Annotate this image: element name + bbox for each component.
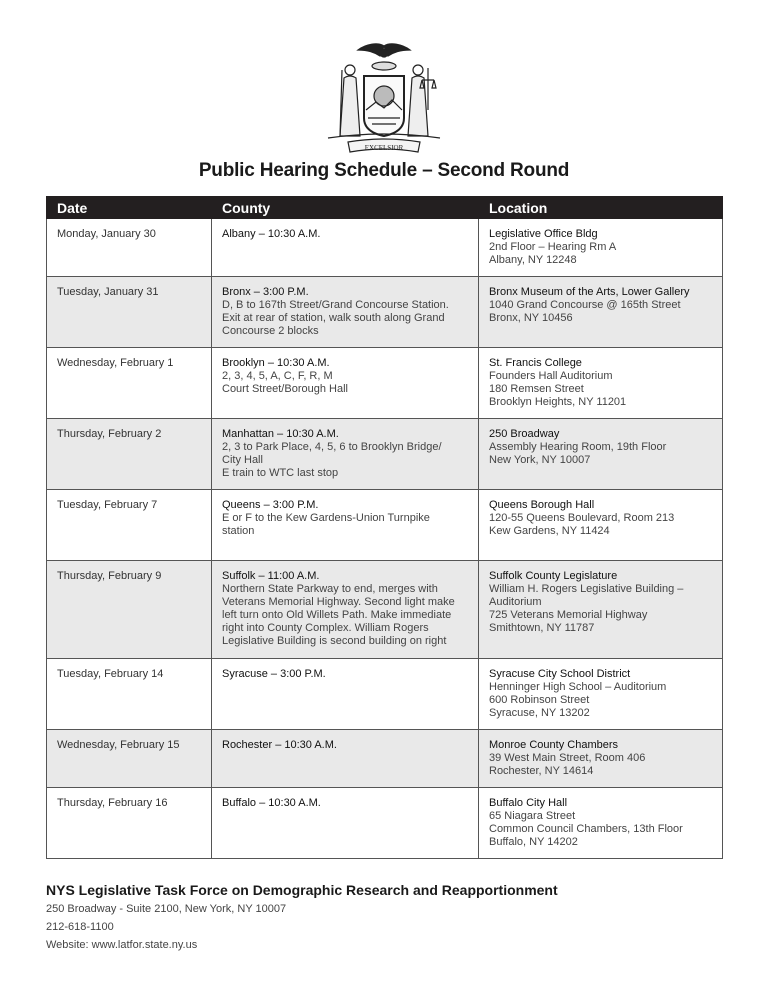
directions-line: Northern State Parkway to end, merges with <box>222 583 438 595</box>
directions-line: Concourse 2 blocks <box>222 325 319 337</box>
address-line: Founders Hall Auditorium <box>489 370 613 382</box>
directions-line: City Hall <box>222 454 263 466</box>
county-cell <box>212 419 479 490</box>
directions-line: Court Street/Borough Hall <box>222 383 348 395</box>
date-cell: Thursday, February 2 <box>47 419 212 490</box>
directions-line: Veterans Memorial Highway. Second light make <box>222 596 455 608</box>
table-row <box>47 348 723 419</box>
county-cell <box>212 561 479 659</box>
address-line: Bronx, NY 10456 <box>489 312 573 324</box>
location-name: Bronx Museum of the Arts, Lower Gallery <box>489 286 690 298</box>
county-time: Queens – 3:00 P.M. <box>222 499 319 511</box>
table-row <box>47 219 723 277</box>
county-cell <box>212 730 479 788</box>
table-row <box>47 561 723 659</box>
county-cell <box>212 277 479 348</box>
county-time: Buffalo – 10:30 A.M. <box>222 797 321 809</box>
address-line: 65 Niagara Street <box>489 810 576 822</box>
address-line: Henninger High School – Auditorium <box>489 681 667 693</box>
address-line: Buffalo, NY 14202 <box>489 836 578 848</box>
location-cell <box>479 788 723 859</box>
directions-line: Exit at rear of station, walk south along Grand <box>222 312 445 324</box>
table-row <box>47 277 723 348</box>
location-name: Monroe County Chambers <box>489 739 619 751</box>
date-cell: Tuesday, January 31 <box>47 277 212 348</box>
address-line: Smithtown, NY 11787 <box>489 622 595 634</box>
address-line: Assembly Hearing Room, 19th Floor <box>489 441 667 453</box>
date-cell: Tuesday, February 14 <box>47 659 212 730</box>
county-time: Brooklyn – 10:30 A.M. <box>222 357 330 369</box>
address-line: Common Council Chambers, 13th Floor <box>489 823 683 835</box>
address-line: Syracuse, NY 13202 <box>489 707 590 719</box>
directions-line: station <box>222 525 255 537</box>
address-line: Brooklyn Heights, NY 11201 <box>489 396 627 408</box>
address-line: New York, NY 10007 <box>489 454 591 466</box>
directions-line: 2, 3, 4, 5, A, C, F, R, M <box>222 370 333 382</box>
directions-line: D, B to 167th Street/Grand Concourse Station. <box>222 299 449 311</box>
footer-phone: 212-618-1100 <box>46 921 114 933</box>
county-time: Manhattan – 10:30 A.M. <box>222 428 339 440</box>
date-cell: Tuesday, February 7 <box>47 490 212 561</box>
directions-line: Legislative Building is second building on right <box>222 635 447 647</box>
location-name: 250 Broadway <box>489 428 560 440</box>
directions-line: right into County Complex. William Rogers <box>222 622 429 634</box>
directions-line: left turn onto Old Willets Path. Make immediate <box>222 609 452 621</box>
address-line: 600 Robinson Street <box>489 694 590 706</box>
address-line: 180 Remsen Street <box>489 383 584 395</box>
location-name: Syracuse City School District <box>489 668 631 680</box>
table-header-row <box>47 197 723 219</box>
table-row <box>47 788 723 859</box>
state-seal-image <box>322 40 446 162</box>
location-cell <box>479 277 723 348</box>
footer-website: Website: www.latfor.state.ny.us <box>46 939 198 951</box>
date-cell: Monday, January 30 <box>47 219 212 277</box>
address-line: 725 Veterans Memorial Highway <box>489 609 648 621</box>
location-name: Legislative Office Bldg <box>489 228 598 240</box>
location-cell <box>479 730 723 788</box>
county-time: Syracuse – 3:00 P.M. <box>222 668 326 680</box>
location-name: Buffalo City Hall <box>489 797 568 809</box>
table-row <box>47 659 723 730</box>
address-line: William H. Rogers Legislative Building – <box>489 583 684 595</box>
footer <box>46 882 558 954</box>
address-line: Kew Gardens, NY 11424 <box>489 525 610 537</box>
directions-line: 2, 3 to Park Place, 4, 5, 6 to Brooklyn Bridge/ <box>222 441 442 453</box>
address-line: 2nd Floor – Hearing Rm A <box>489 241 617 253</box>
county-cell <box>212 490 479 561</box>
county-time: Rochester – 10:30 A.M. <box>222 739 337 751</box>
county-time: Bronx – 3:00 P.M. <box>222 286 309 298</box>
address-line: Rochester, NY 14614 <box>489 765 594 777</box>
county-time: Albany – 10:30 A.M. <box>222 228 321 240</box>
date-cell: Thursday, February 9 <box>47 561 212 659</box>
address-line: Auditorium <box>489 596 542 608</box>
location-cell <box>479 419 723 490</box>
location-cell <box>479 561 723 659</box>
address-line: 1040 Grand Concourse @ 165th Street <box>489 299 681 311</box>
date-cell: Wednesday, February 15 <box>47 730 212 788</box>
location-cell <box>479 348 723 419</box>
address-line: 39 West Main Street, Room 406 <box>489 752 646 764</box>
organization-name: NYS Legislative Task Force on Demographic Research and Reapportionment <box>46 882 558 898</box>
location-name: Queens Borough Hall <box>489 499 595 511</box>
table-row <box>47 730 723 788</box>
directions-line: E train to WTC last stop <box>222 467 339 479</box>
address-line: Albany, NY 12248 <box>489 254 577 266</box>
footer-address: 250 Broadway - Suite 2100, New York, NY 10007 <box>46 903 287 915</box>
county-cell <box>212 659 479 730</box>
table-row <box>47 490 723 561</box>
county-time: Suffolk – 11:00 A.M. <box>222 570 320 582</box>
column-header-date: Date <box>47 197 212 219</box>
location-cell <box>479 490 723 561</box>
county-cell <box>212 348 479 419</box>
county-cell <box>212 788 479 859</box>
schedule-table <box>46 196 723 859</box>
county-cell <box>212 219 479 277</box>
location-cell <box>479 659 723 730</box>
date-cell: Wednesday, February 1 <box>47 348 212 419</box>
location-cell <box>479 219 723 277</box>
page-title: Public Hearing Schedule – Second Round <box>198 160 570 181</box>
date-cell: Thursday, February 16 <box>47 788 212 859</box>
location-name: Suffolk County Legislature <box>489 570 618 582</box>
directions-line: E or F to the Kew Gardens-Union Turnpike <box>222 512 430 524</box>
table-row <box>47 419 723 490</box>
column-header-county: County <box>212 197 479 219</box>
location-name: St. Francis College <box>489 357 582 369</box>
seal-motto: EXCELSIOR <box>364 144 404 152</box>
column-header-location: Location <box>479 197 723 219</box>
address-line: 120-55 Queens Boulevard, Room 213 <box>489 512 675 524</box>
